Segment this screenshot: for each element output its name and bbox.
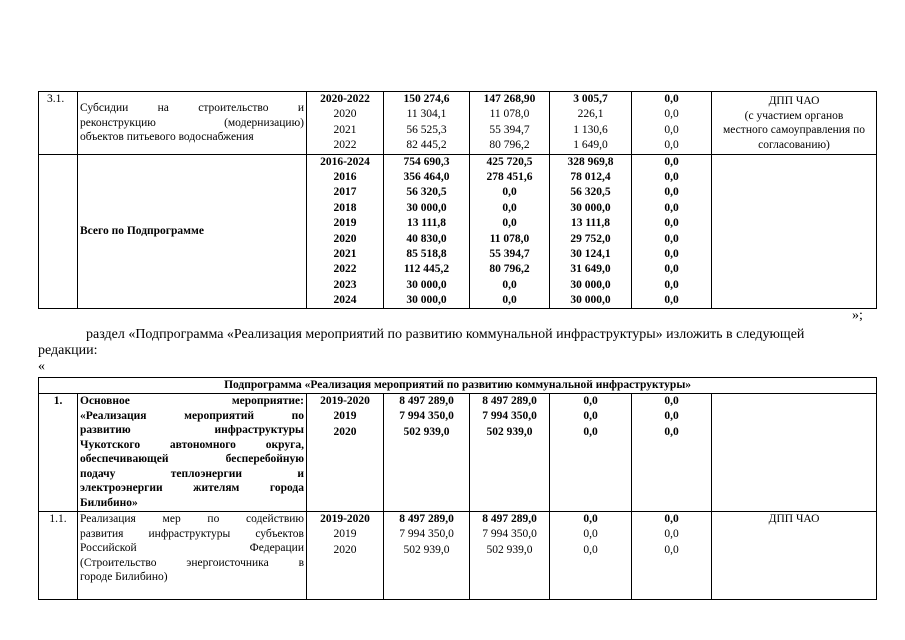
measure-name: Основное мероприятие: «Реализация мероприятий по развитию инфраструктуры Чукотского автономного округа, обеспечивающей бесперебойную подачу теплоэнергии и электроэнергии жителям города Билибино» (78, 394, 307, 512)
subprogram-title: Подпрограмма «Реализация мероприятий по развитию коммунальной инфраструктуры» (39, 378, 877, 394)
years-cell: 2019-2020 2019 2020 (307, 394, 384, 512)
table-row (39, 394, 877, 512)
amendment-paragraph-line1: раздел «Подпрограмма «Реализация мероприятий по развитию коммунальной инфраструктуры» изложить в следующей (86, 327, 805, 342)
federal-budget-cell: 425 720,5 278 451,6 0,0 0,0 0,0 11 078,0 55 394,7 80 796,2 0,0 0,0 (470, 154, 550, 309)
total-amount-cell: 754 690,3 356 464,0 56 320,5 30 000,0 13 111,8 40 830,0 85 518,8 112 445,2 30 000,0 30 000,0 (384, 154, 470, 309)
total-amount-cell: 8 497 289,0 7 994 350,0 502 939,0 (384, 394, 470, 512)
row-number: 3.1. (39, 92, 78, 155)
row-number: 1. (39, 394, 78, 512)
amendment-paragraph-line2: редакции: (38, 343, 98, 358)
years-cell: 2020-2022 2020 2021 2022 (307, 92, 384, 155)
total-label: Всего по Подпрограмме (78, 154, 307, 309)
responsible-executor: ДПП ЧАО (712, 512, 877, 600)
responsible-executor: ДПП ЧАО (с участием органов местного самоуправления по согласованию) (712, 92, 877, 155)
other-sources-cell: 0,0 0,0 0,0 0,0 (632, 92, 712, 155)
table-row-total (39, 154, 877, 309)
federal-budget-cell: 147 268,90 11 078,0 55 394,7 80 796,2 (470, 92, 550, 155)
regional-budget-cell: 0,0 0,0 0,0 (550, 512, 632, 600)
other-sources-cell: 0,0 0,0 0,0 (632, 512, 712, 600)
subprogram-table-bottom (38, 377, 877, 600)
federal-budget-cell: 8 497 289,0 7 994 350,0 502 939,0 (470, 512, 550, 600)
table-row (39, 92, 877, 155)
regional-budget-cell: 328 969,8 78 012,4 56 320,5 30 000,0 13 111,8 29 752,0 30 124,1 31 649,0 30 000,0 30 000,0 (550, 154, 632, 309)
table-row (39, 512, 877, 600)
table-header-row (39, 378, 877, 394)
regional-budget-cell: 3 005,7 226,1 1 130,6 1 649,0 (550, 92, 632, 155)
regional-budget-cell: 0,0 0,0 0,0 (550, 394, 632, 512)
measure-name: Реализация мер по содействию развития инфраструктуры субъектов Российской Федерации (Строительство энергоисточника в городе Билибино) (78, 512, 307, 600)
years-cell: 2019-2020 2019 2020 (307, 512, 384, 600)
opening-quote: « (38, 359, 45, 374)
measure-name: Субсидии на строительство и реконструкцию (модернизацию) объектов питьевого водоснабжения (78, 92, 307, 155)
row-number: 1.1. (39, 512, 78, 600)
other-sources-cell: 0,0 0,0 0,0 0,0 0,0 0,0 0,0 0,0 0,0 0,0 (632, 154, 712, 309)
subprogram-table-top (38, 91, 877, 309)
total-amount-cell: 8 497 289,0 7 994 350,0 502 939,0 (384, 512, 470, 600)
closing-quote: »; (852, 308, 863, 323)
federal-budget-cell: 8 497 289,0 7 994 350,0 502 939,0 (470, 394, 550, 512)
years-cell: 2016-2024 2016 2017 2018 2019 2020 2021 2022 2023 2024 (307, 154, 384, 309)
total-amount-cell: 150 274,6 11 304,1 56 525,3 82 445,2 (384, 92, 470, 155)
other-sources-cell: 0,0 0,0 0,0 (632, 394, 712, 512)
